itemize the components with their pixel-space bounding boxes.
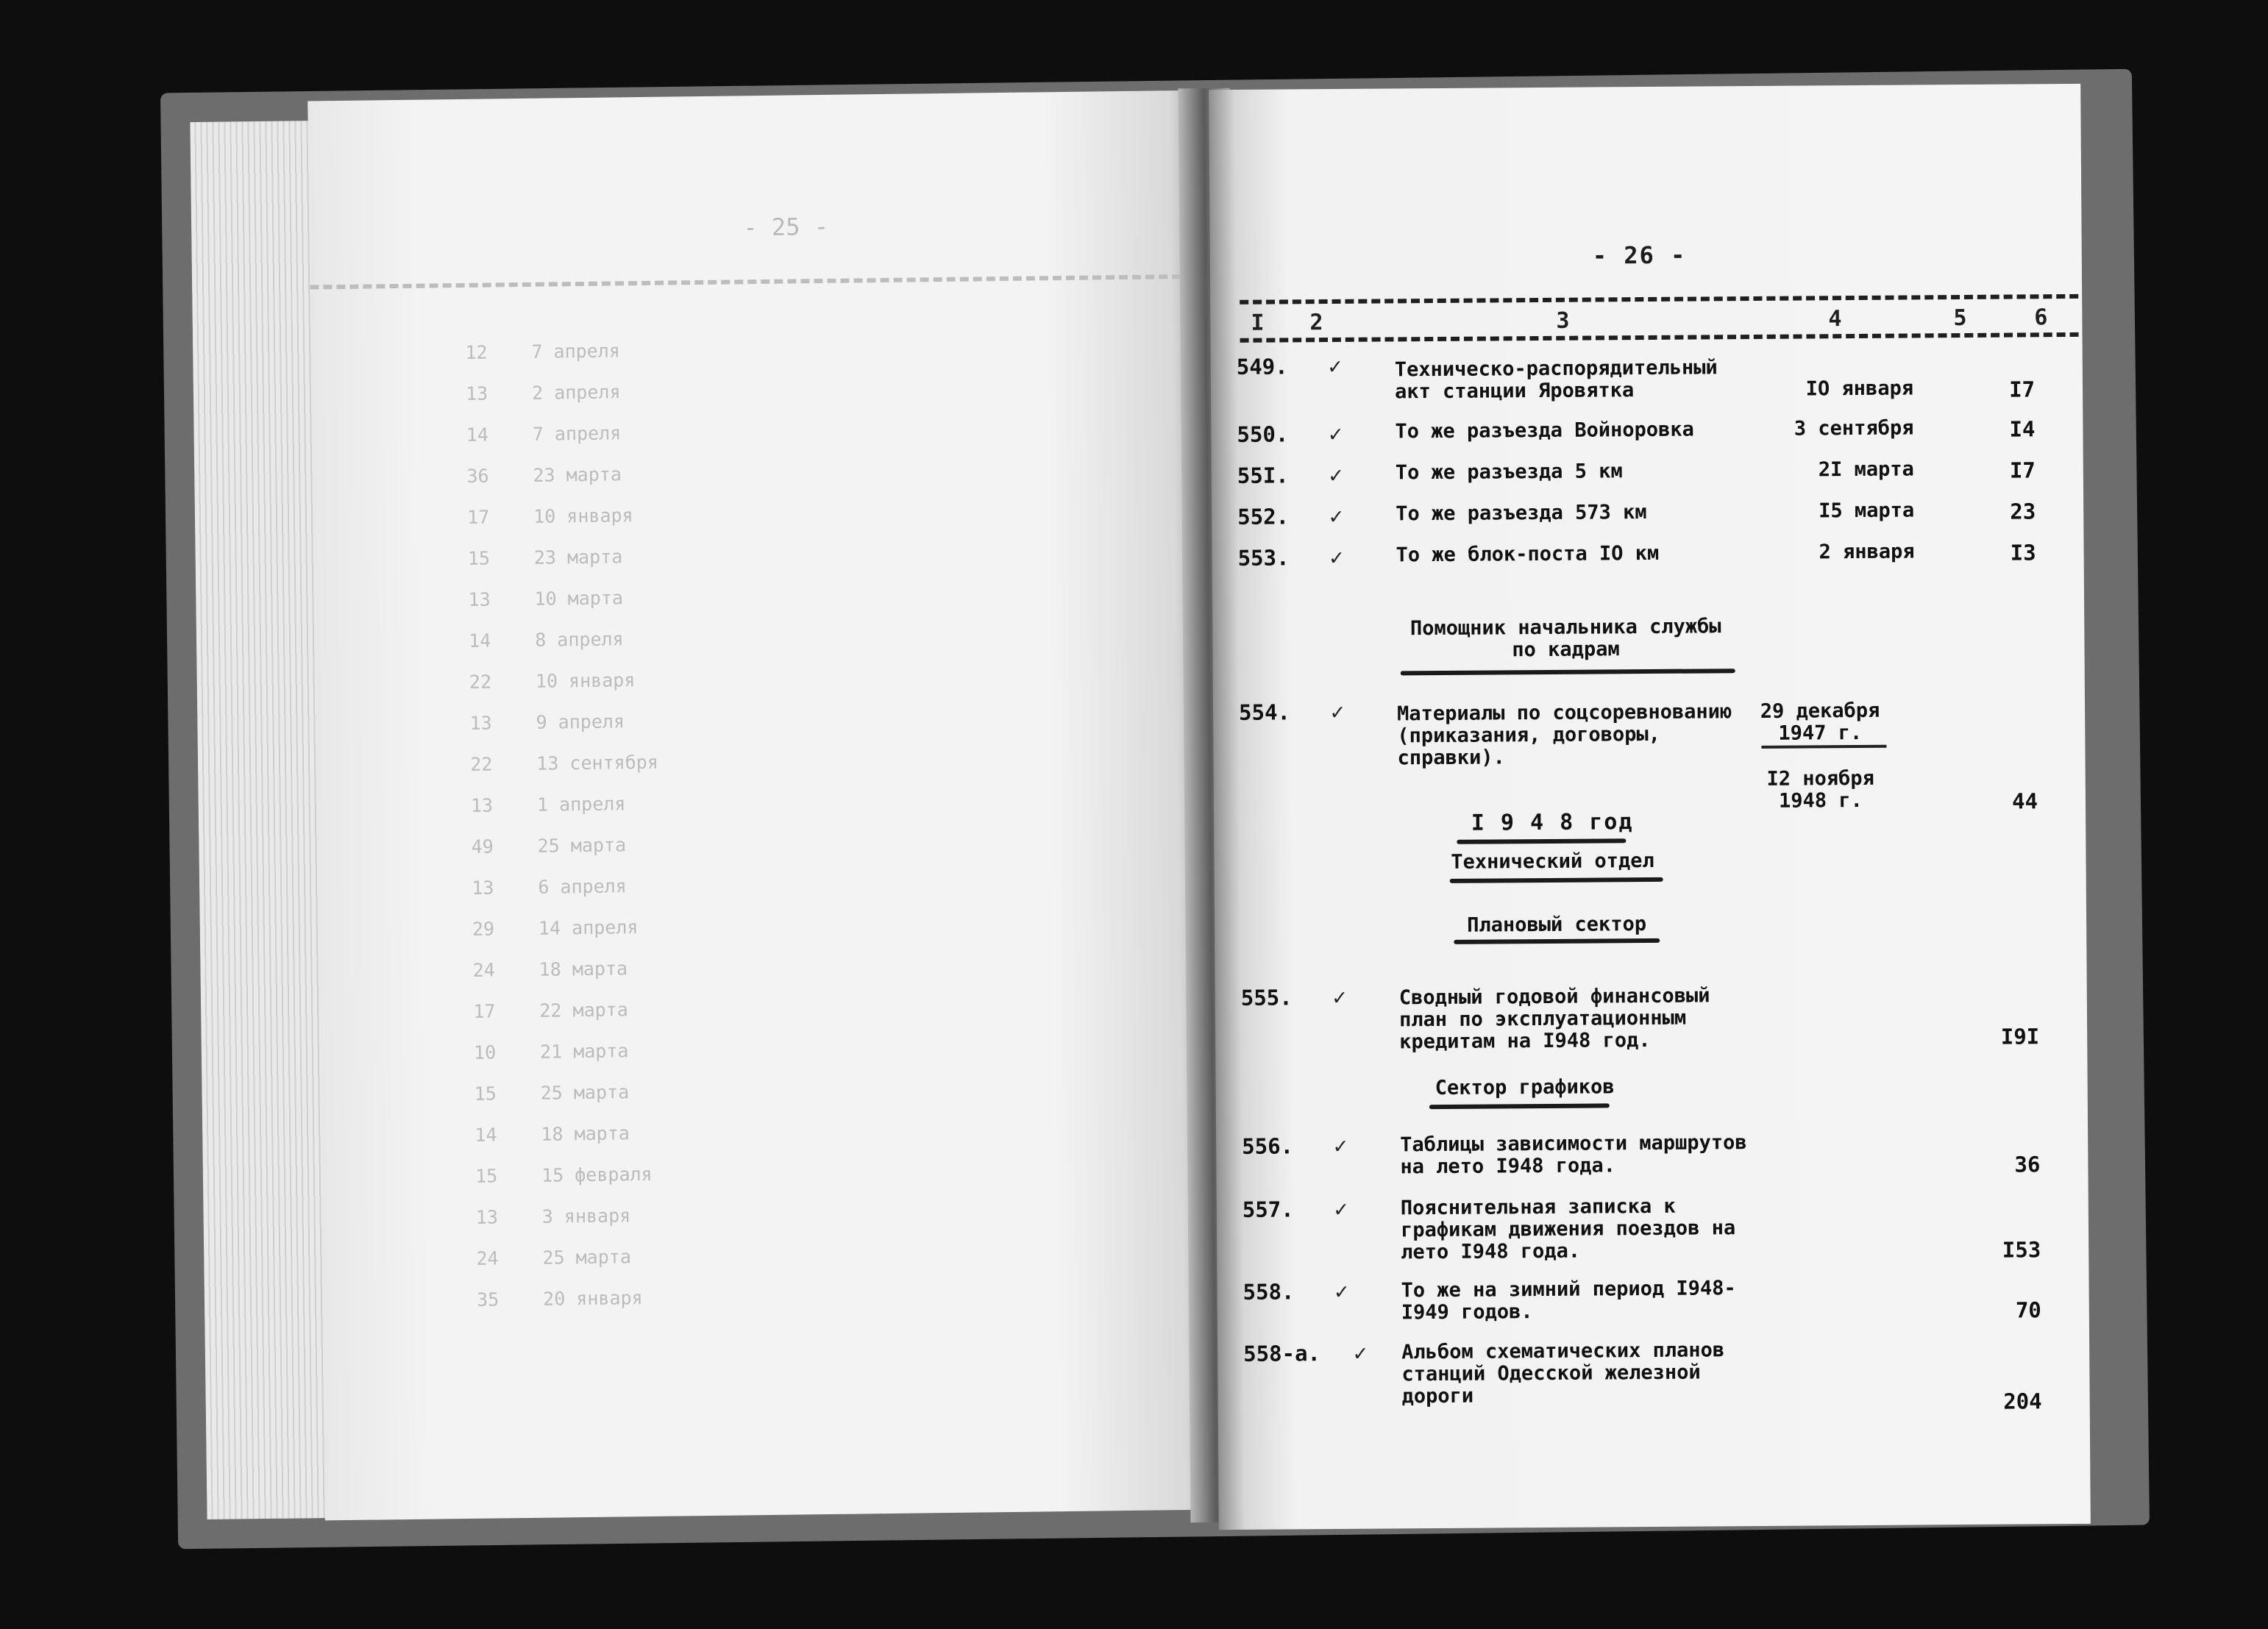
ghost-sheets: 13 (470, 794, 494, 816)
check-mark-icon: ✓ (1354, 1340, 1368, 1366)
ghost-sheets: 13 (469, 712, 492, 734)
date-divider (1761, 745, 1886, 749)
ghost-date: 18 марта (541, 1122, 630, 1145)
ghost-sheets: 13 (468, 588, 491, 610)
row-description: Пояснительная записка к графикам движения поездов на лето I948 года. (1400, 1194, 1736, 1264)
row-sheets: 70 (2015, 1297, 2041, 1323)
row-sheets: 36 (2014, 1152, 2041, 1177)
table-row (1215, 980, 2087, 1054)
ghost-sheets: 10 (473, 1041, 497, 1063)
heading-underline (1401, 669, 1735, 675)
ghost-row (316, 745, 1213, 785)
ghost-sheets: 15 (474, 1083, 497, 1105)
row-sheets: I4 (2009, 416, 2036, 442)
left-page (308, 90, 1222, 1521)
ghost-sheets: 14 (466, 424, 489, 446)
ghost-date: 7 апреля (531, 340, 621, 363)
row-date: I5 марта (1819, 499, 1915, 523)
sector-heading: Плановый сектор (1467, 913, 1647, 937)
ghost-sheets: 35 (477, 1288, 500, 1311)
row-description: Альбом схематических планов станций Одесской железной дороги (1401, 1339, 1725, 1408)
ghost-row (313, 580, 1211, 621)
row-sheets: 204 (2003, 1389, 2042, 1414)
right-page (1209, 84, 2091, 1530)
ghost-date: 10 марта (534, 587, 624, 610)
row-description: Таблицы зависимости маршрутов на лето I948 года. (1400, 1131, 1747, 1179)
ghost-date: 2 апреля (531, 381, 621, 404)
ghost-date: 22 марта (539, 999, 628, 1022)
ghost-row (320, 1116, 1217, 1156)
heading-underline (1429, 1103, 1610, 1109)
table-row (1217, 1336, 2089, 1414)
left-table-rule (310, 274, 1207, 300)
row-number: 549. (1236, 354, 1288, 379)
row-description: Материалы по соцсоревнованию (приказания, договоры, справки). (1397, 700, 1732, 770)
table-row (1211, 349, 2083, 404)
ghost-row (321, 1157, 1218, 1197)
row-sheets: I53 (2002, 1237, 2041, 1263)
row-description: То же на зимний период I948-I949 годов. (1401, 1277, 1736, 1325)
table-row (1213, 694, 2085, 814)
row-sheets: I3 (2010, 540, 2036, 566)
ghost-date: 23 марта (533, 463, 622, 486)
ghost-sheets: 14 (474, 1124, 497, 1146)
ghost-date: 15 февраля (541, 1163, 653, 1186)
row-date: 2 января (1819, 540, 1915, 564)
check-mark-icon: ✓ (1329, 462, 1343, 489)
ghost-row (316, 827, 1214, 868)
ghost-date: 1 апреля (536, 793, 626, 816)
check-mark-icon: ✓ (1334, 1196, 1348, 1223)
row-description: То же блок-поста IO км (1396, 541, 1660, 567)
row-number: 552. (1237, 504, 1290, 530)
ghost-sheets: 22 (469, 671, 492, 693)
row-date: IO января (1805, 377, 1914, 401)
ghost-sheets: 49 (471, 835, 494, 858)
check-mark-icon: ✓ (1329, 421, 1343, 448)
ghost-date: 10 января (535, 669, 636, 692)
row-description: То же разъезда Войноровка (1395, 418, 1694, 443)
department-heading: Технический отдел (1451, 849, 1654, 874)
row-sheets: I9I (2000, 1024, 2040, 1049)
row-number: 557. (1242, 1197, 1294, 1222)
ghost-sheets: 29 (472, 918, 495, 940)
ghost-sheets: 14 (469, 630, 491, 652)
table-row (1217, 1274, 2089, 1325)
ghost-row (322, 1280, 1220, 1320)
row-number: 55I. (1237, 463, 1289, 488)
column-header: 4 (1828, 306, 1842, 332)
heading-underline (1450, 877, 1663, 883)
check-mark-icon: ✓ (1330, 699, 1345, 726)
row-description: Сводный годовой финансовый план по эксплуатационным кредитам на I948 год. (1398, 984, 1710, 1054)
ghost-date: 25 марта (537, 834, 627, 857)
table-row (1216, 1128, 2088, 1179)
check-mark-icon: ✓ (1334, 1278, 1348, 1305)
row-sheets: 44 (2011, 788, 2038, 814)
row-description: Техническо-распорядительный акт станции Яровятка (1394, 356, 1718, 404)
check-mark-icon: ✓ (1329, 544, 1343, 571)
ghost-row (312, 457, 1209, 497)
row-sheets: I7 (2009, 457, 2036, 483)
ghost-sheets: 24 (476, 1247, 499, 1269)
ghost-row (315, 663, 1212, 703)
ghost-date: 23 марта (533, 546, 623, 568)
ghost-row (317, 869, 1215, 909)
row-number: 553. (1237, 545, 1290, 571)
ghost-sheets: 13 (475, 1206, 499, 1228)
ghost-row (316, 786, 1214, 827)
ghost-sheets: 36 (466, 465, 489, 487)
ghost-date: 20 января (543, 1287, 643, 1310)
ghost-date: 3 января (541, 1205, 631, 1227)
ghost-row (312, 416, 1209, 456)
column-header: 5 (1953, 304, 1967, 332)
ghost-date: 14 апреля (538, 916, 639, 939)
ghost-row (313, 539, 1211, 580)
ghost-row (321, 1239, 1219, 1280)
column-header: 2 (1309, 310, 1323, 336)
sector-heading: Сектор графиков (1435, 1075, 1615, 1100)
row-number: 558. (1243, 1279, 1295, 1305)
ghost-date: 25 марта (542, 1246, 632, 1269)
table-row (1217, 1191, 2089, 1264)
left-page-number: - 25 - (743, 212, 829, 242)
ghost-date: 13 сентября (536, 751, 659, 774)
row-description: То же разъезда 5 км (1395, 460, 1623, 485)
row-date: 2I марта (1818, 457, 1914, 482)
ghost-date: 18 марта (538, 958, 628, 980)
table-row (1211, 416, 2083, 448)
ghost-sheets: 15 (467, 547, 491, 569)
ghost-row (318, 910, 1215, 950)
ghost-row (310, 333, 1208, 374)
column-header: I (1251, 310, 1265, 336)
table-row (1212, 457, 2083, 489)
table-top-rule (1240, 294, 2078, 304)
ghost-date: 21 марта (539, 1040, 629, 1063)
column-header: 3 (1556, 307, 1570, 334)
ghost-row (314, 621, 1212, 662)
year-heading: I 9 4 8 год (1471, 809, 1634, 836)
ghost-date: 10 января (533, 505, 633, 527)
ghost-date: 25 марта (540, 1081, 630, 1104)
ghost-date: 8 апреля (535, 628, 624, 651)
row-number: 555. (1240, 985, 1293, 1010)
row-date: 3 сентября (1794, 416, 1914, 441)
table-row (1212, 540, 2084, 571)
ghost-date: 9 апреля (536, 710, 625, 733)
row-number: 550. (1237, 421, 1289, 447)
table-row (1212, 499, 2083, 530)
ghost-row (319, 951, 1216, 991)
row-description: То же разъезда 573 км (1396, 501, 1647, 526)
check-mark-icon: ✓ (1334, 1133, 1348, 1160)
ghost-row (311, 374, 1209, 415)
ghost-sheets: 24 (472, 959, 495, 981)
check-mark-icon: ✓ (1329, 503, 1343, 530)
row-sheets: 23 (2010, 499, 2036, 524)
ghost-row (315, 704, 1212, 744)
row-number: 558-а. (1243, 1341, 1321, 1366)
heading-underline (1457, 838, 1626, 844)
ghost-row (319, 1033, 1217, 1074)
row-number: 554. (1238, 699, 1291, 725)
check-mark-icon: ✓ (1328, 353, 1342, 380)
heading-underline (1454, 938, 1660, 944)
ghost-sheets: 13 (472, 877, 494, 899)
ghost-sheets: 15 (474, 1165, 498, 1187)
ghost-sheets: 12 (465, 341, 488, 363)
check-mark-icon: ✓ (1332, 984, 1346, 1011)
ghost-date: 7 апреля (532, 422, 622, 445)
section-heading-hr: Помощник начальника службы по кадрам (1409, 615, 1721, 662)
row-date-to: I2 ноября 1948 г. (1766, 766, 1875, 813)
ghost-sheets: 22 (470, 753, 493, 775)
ghost-row (321, 1198, 1219, 1238)
ghost-row (319, 992, 1216, 1033)
row-number: 556. (1242, 1133, 1294, 1159)
row-date-from: 29 декабря 1947 г. (1760, 699, 1880, 745)
ghost-sheets: 17 (467, 506, 490, 528)
row-sheets: I7 (2009, 377, 2036, 402)
ghost-row (313, 498, 1210, 538)
ghost-sheets: 17 (473, 1000, 496, 1022)
column-header: 6 (2034, 304, 2048, 331)
table-header-rule (1240, 332, 2079, 343)
ghost-sheets: 13 (465, 382, 488, 404)
ghost-row (320, 1074, 1217, 1115)
ghost-date: 6 апреля (538, 875, 627, 898)
page-number: - 26 - (1592, 240, 1687, 270)
